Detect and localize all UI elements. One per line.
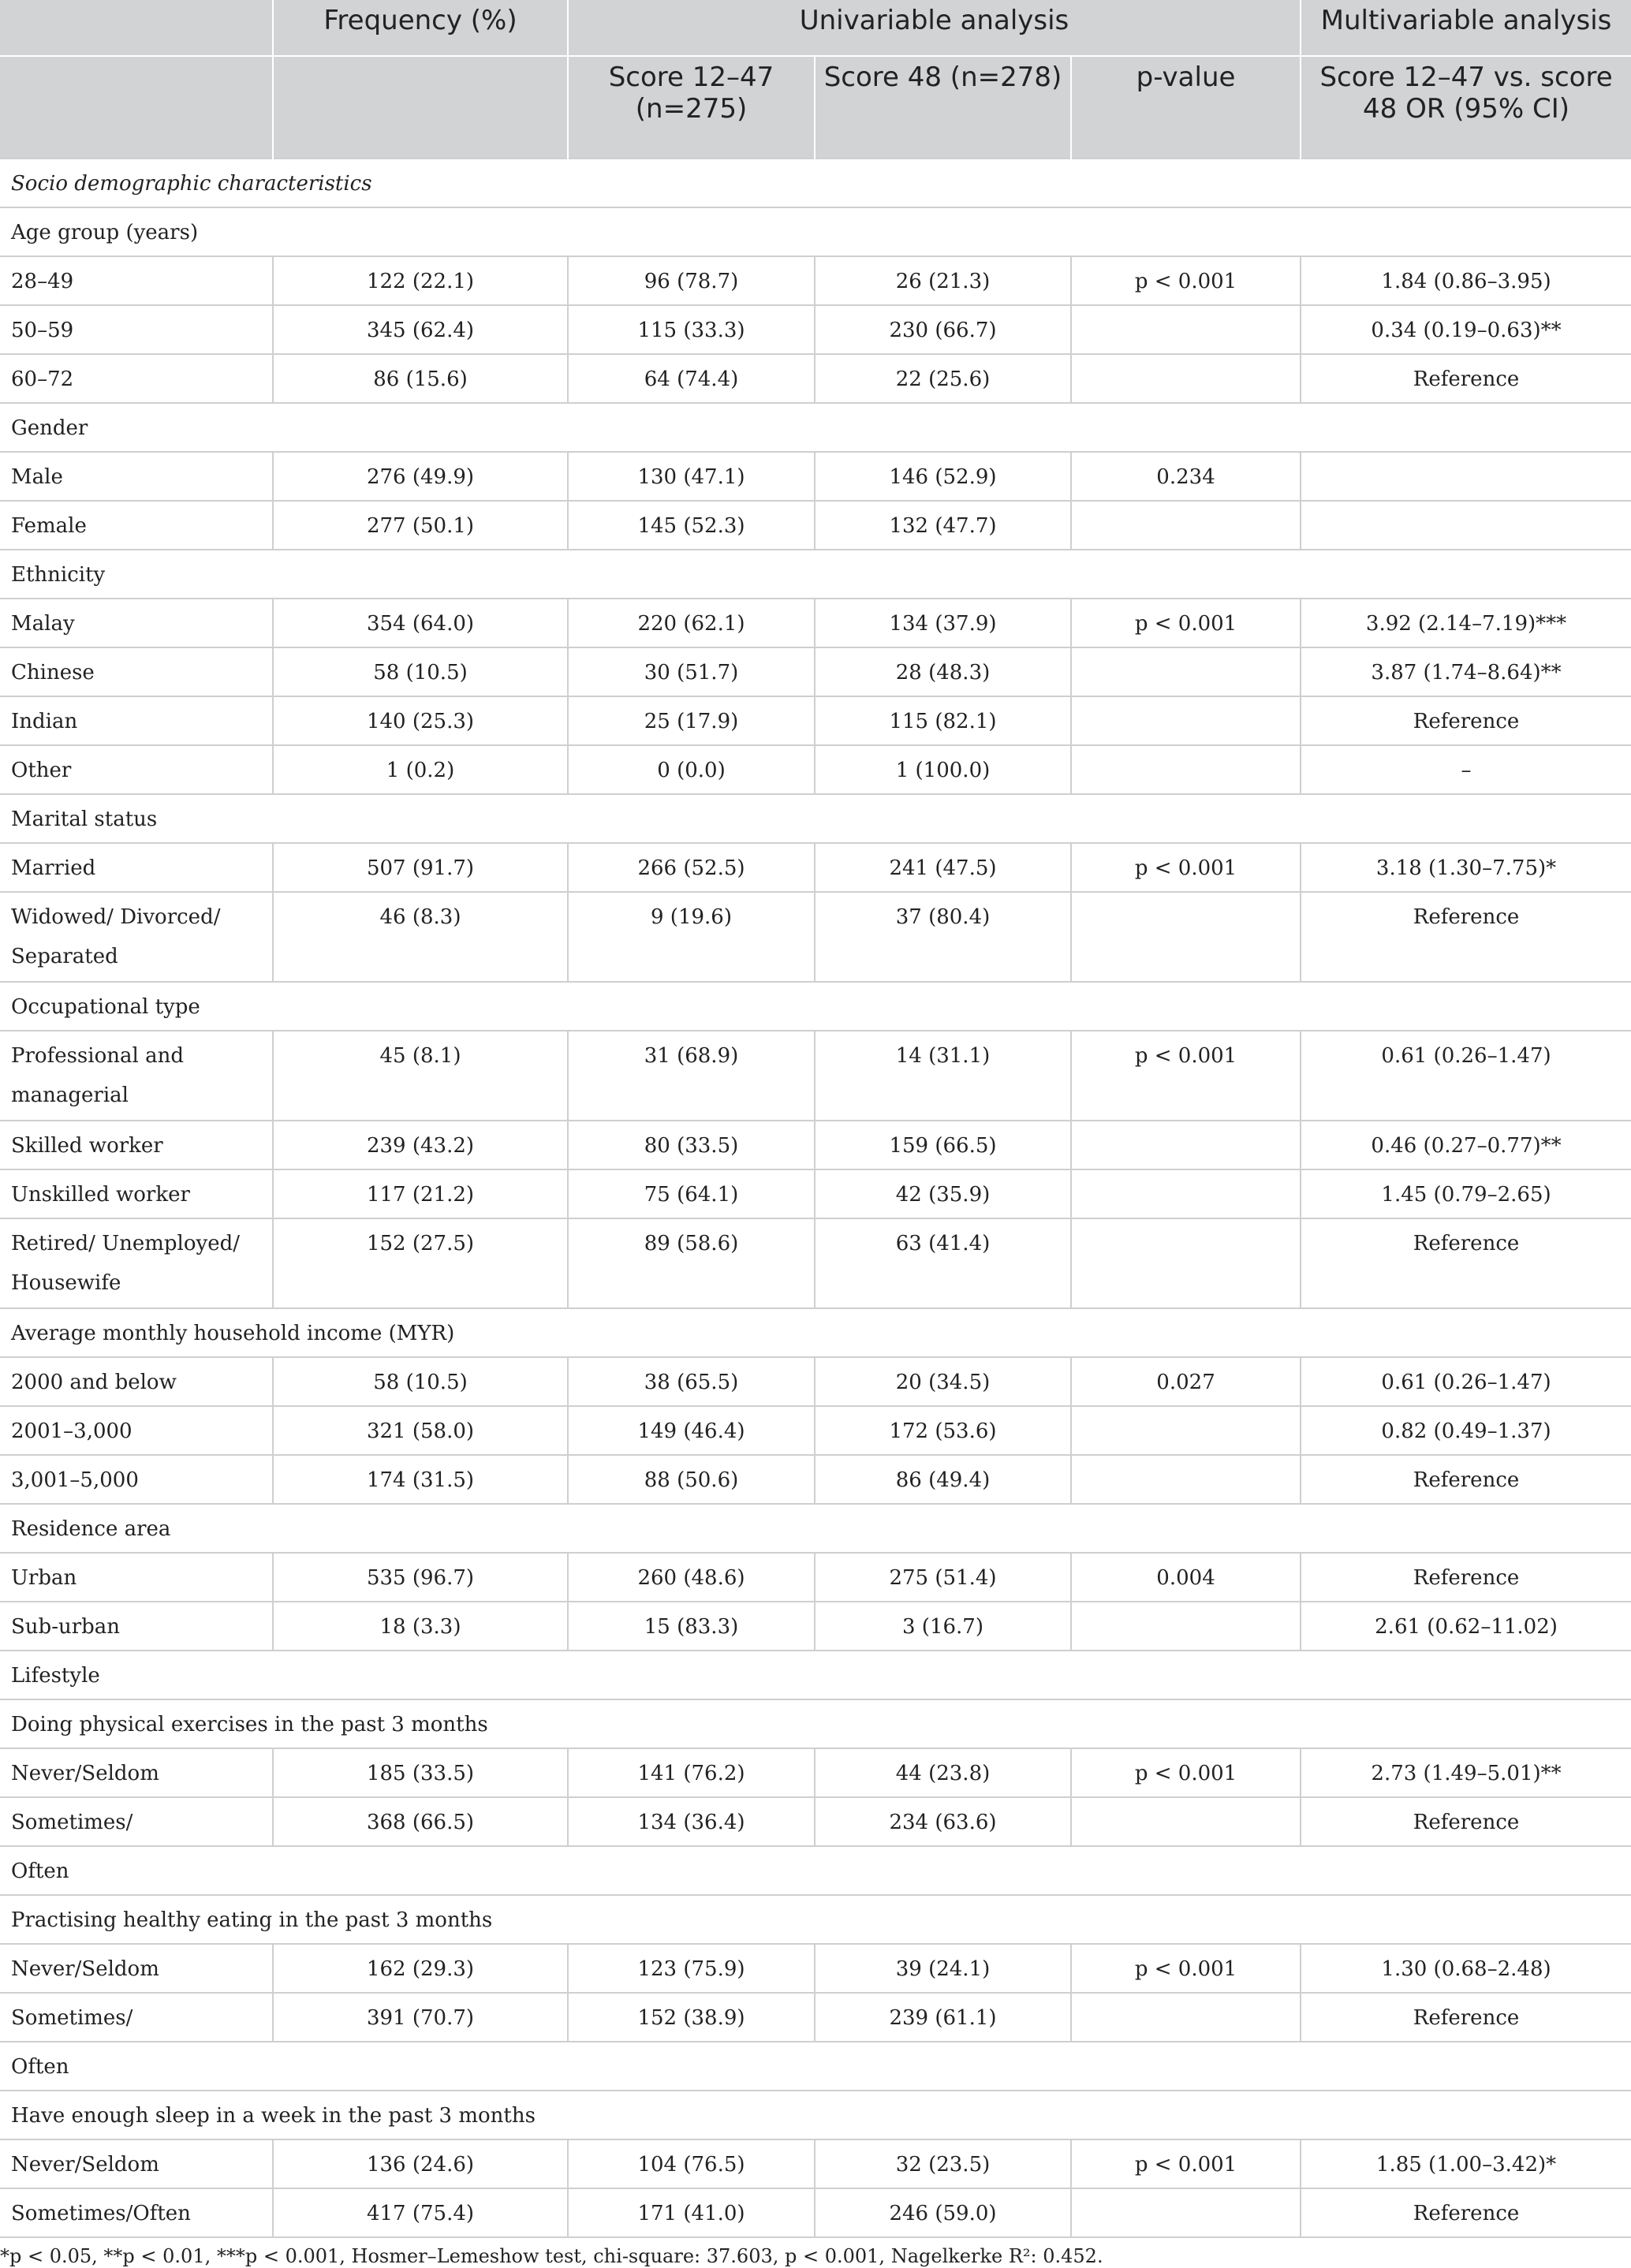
frequency-cell: 46 (8.3) [273,892,568,982]
odds-ratio-cell [1301,452,1631,501]
p-value-cell: p < 0.001 [1071,1944,1301,1993]
table-body [0,159,1631,2237]
section-label: Occupational type [0,982,1631,1031]
row-label: Never/Seldom [0,1748,273,1797]
p-value-cell: p < 0.001 [1071,1748,1301,1797]
score-12-47-cell: 220 (62.1) [568,599,815,647]
frequency-cell: 152 (27.5) [273,1218,568,1308]
frequency-cell: 368 (66.5) [273,1797,568,1846]
frequency-cell: 321 (58.0) [273,1406,568,1455]
table-row [0,1748,1631,1797]
p-value-cell: 0.027 [1071,1357,1301,1406]
subheader-score-12-47: Score 12–47 (n=275) [568,56,815,159]
score-48-cell: 146 (52.9) [815,452,1071,501]
odds-ratio-cell: Reference [1301,892,1631,982]
score-12-47-cell: 96 (78.7) [568,256,815,305]
score-48-cell: 115 (82.1) [815,696,1071,745]
frequency-cell: 391 (70.7) [273,1993,568,2042]
frequency-cell: 417 (75.4) [273,2188,568,2237]
score-12-47-cell: 134 (36.4) [568,1797,815,1846]
score-48-cell: 39 (24.1) [815,1944,1071,1993]
table-row [0,452,1631,501]
row-label: Sub-urban [0,1602,273,1651]
score-12-47-cell: 75 (64.1) [568,1169,815,1218]
p-value-cell: 0.004 [1071,1553,1301,1602]
odds-ratio-cell: – [1301,745,1631,794]
p-value-cell: p < 0.001 [1071,843,1301,892]
p-value-cell [1071,1121,1301,1169]
score-12-47-cell: 104 (76.5) [568,2139,815,2188]
score-48-cell: 14 (31.1) [815,1031,1071,1121]
row-label: Urban [0,1553,273,1602]
section-label: Average monthly household income (MYR) [0,1308,1631,1357]
row-label: 60–72 [0,354,273,403]
score-12-47-cell: 88 (50.6) [568,1455,815,1504]
score-12-47-cell: 123 (75.9) [568,1944,815,1993]
odds-ratio-cell: 0.82 (0.49–1.37) [1301,1406,1631,1455]
odds-ratio-cell: Reference [1301,2188,1631,2237]
score-12-47-cell: 149 (46.4) [568,1406,815,1455]
p-value-cell [1071,354,1301,403]
table-row [0,501,1631,550]
p-value-cell [1071,745,1301,794]
row-label: 3,001–5,000 [0,1455,273,1504]
row-label: Skilled worker [0,1121,273,1169]
row-label: Unskilled worker [0,1169,273,1218]
section-row [0,1504,1631,1553]
row-label: 28–49 [0,256,273,305]
subheader-blank-2 [273,56,568,159]
score-48-cell: 241 (47.5) [815,843,1071,892]
score-12-47-cell: 152 (38.9) [568,1993,815,2042]
table-row [0,1797,1631,1846]
score-48-cell: 32 (23.5) [815,2139,1071,2188]
row-label: 2000 and below [0,1357,273,1406]
section-label: Have enough sleep in a week in the past 3 months [0,2091,1631,2139]
score-12-47-cell: 145 (52.3) [568,501,815,550]
section-row [0,2091,1631,2139]
row-label: Professional and managerial [0,1031,273,1121]
p-value-cell [1071,1169,1301,1218]
table-header [0,0,1631,159]
score-12-47-cell: 89 (58.6) [568,1218,815,1308]
score-12-47-cell: 25 (17.9) [568,696,815,745]
row-label: Indian [0,696,273,745]
header-frequency: Frequency (%) [273,0,568,56]
p-value-cell [1071,1993,1301,2042]
header-blank [0,0,273,56]
odds-ratio-cell: 3.18 (1.30–7.75)* [1301,843,1631,892]
odds-ratio-cell: 0.34 (0.19–0.63)** [1301,305,1631,354]
score-12-47-cell: 38 (65.5) [568,1357,815,1406]
header-row-2 [0,56,1631,159]
score-12-47-cell: 260 (48.6) [568,1553,815,1602]
section-label: Practising healthy eating in the past 3 months [0,1895,1631,1944]
score-48-cell: 134 (37.9) [815,599,1071,647]
subheader-odds-ratio: Score 12–47 vs. score 48 OR (95% CI) [1301,56,1631,159]
score-48-cell: 20 (34.5) [815,1357,1071,1406]
table-row [0,2188,1631,2237]
table-row [0,2139,1631,2188]
subheader-p-value: p-value [1071,56,1301,159]
score-12-47-cell: 80 (33.5) [568,1121,815,1169]
row-label: Sometimes/ [0,1797,273,1846]
table-row [0,1406,1631,1455]
score-48-cell: 230 (66.7) [815,305,1071,354]
table-row [0,1993,1631,2042]
score-48-cell: 37 (80.4) [815,892,1071,982]
score-12-47-cell: 31 (68.9) [568,1031,815,1121]
table-footnote: *p < 0.05, **p < 0.01, ***p < 0.001, Hosmer–Lemeshow test, chi-square: 37.603, p < 0.001, Nagelkerke R²: 0.452. [0,2245,1103,2267]
frequency-cell: 276 (49.9) [273,452,568,501]
row-label: Widowed/ Divorced/ Separated [0,892,273,982]
odds-ratio-cell: 1.84 (0.86–3.95) [1301,256,1631,305]
score-48-cell: 246 (59.0) [815,2188,1071,2237]
score-48-cell: 172 (53.6) [815,1406,1071,1455]
odds-ratio-cell: 1.85 (1.00–3.42)* [1301,2139,1631,2188]
table-row [0,305,1631,354]
section-row [0,1308,1631,1357]
frequency-cell: 1 (0.2) [273,745,568,794]
subheader-blank-1 [0,56,273,159]
odds-ratio-cell: Reference [1301,1218,1631,1308]
table-row [0,599,1631,647]
score-12-47-cell: 64 (74.4) [568,354,815,403]
section-row [0,794,1631,843]
p-value-cell [1071,501,1301,550]
subheader-score-48: Score 48 (n=278) [815,56,1071,159]
frequency-cell: 277 (50.1) [273,501,568,550]
section-row [0,159,1631,207]
score-12-47-cell: 266 (52.5) [568,843,815,892]
section-label: Often [0,2042,1631,2091]
score-48-cell: 132 (47.7) [815,501,1071,550]
table-row [0,354,1631,403]
frequency-cell: 174 (31.5) [273,1455,568,1504]
table-row [0,1121,1631,1169]
frequency-cell: 140 (25.3) [273,696,568,745]
table-row [0,1218,1631,1308]
p-value-cell: p < 0.001 [1071,599,1301,647]
section-row [0,207,1631,256]
p-value-cell [1071,1406,1301,1455]
table-row [0,1031,1631,1121]
score-48-cell: 42 (35.9) [815,1169,1071,1218]
score-12-47-cell: 9 (19.6) [568,892,815,982]
table-row [0,1944,1631,1993]
section-label: Marital status [0,794,1631,843]
row-label: Sometimes/Often [0,2188,273,2237]
section-label: Residence area [0,1504,1631,1553]
score-12-47-cell: 115 (33.3) [568,305,815,354]
score-12-47-cell: 15 (83.3) [568,1602,815,1651]
odds-ratio-cell: 2.61 (0.62–11.02) [1301,1602,1631,1651]
odds-ratio-cell [1301,501,1631,550]
frequency-cell: 122 (22.1) [273,256,568,305]
p-value-cell [1071,892,1301,982]
section-row [0,982,1631,1031]
table-row [0,647,1631,696]
section-label: Often [0,1846,1631,1895]
frequency-cell: 18 (3.3) [273,1602,568,1651]
p-value-cell [1071,1602,1301,1651]
frequency-cell: 162 (29.3) [273,1944,568,1993]
p-value-cell [1071,647,1301,696]
row-label: Malay [0,599,273,647]
p-value-cell: p < 0.001 [1071,256,1301,305]
odds-ratio-cell: Reference [1301,1993,1631,2042]
score-12-47-cell: 141 (76.2) [568,1748,815,1797]
section-row [0,403,1631,452]
score-48-cell: 86 (49.4) [815,1455,1071,1504]
header-multivariable: Multivariable analysis [1301,0,1631,56]
table-row [0,745,1631,794]
row-label: 50–59 [0,305,273,354]
odds-ratio-cell: 3.87 (1.74–8.64)** [1301,647,1631,696]
section-row [0,1895,1631,1944]
score-48-cell: 234 (63.6) [815,1797,1071,1846]
table-row [0,1169,1631,1218]
table-row [0,892,1631,982]
frequency-cell: 507 (91.7) [273,843,568,892]
table-row [0,1602,1631,1651]
score-48-cell: 22 (25.6) [815,354,1071,403]
p-value-cell [1071,696,1301,745]
frequency-cell: 136 (24.6) [273,2139,568,2188]
odds-ratio-cell: Reference [1301,696,1631,745]
table-row [0,1357,1631,1406]
section-row [0,1651,1631,1699]
odds-ratio-cell: 2.73 (1.49–5.01)** [1301,1748,1631,1797]
odds-ratio-cell: Reference [1301,1455,1631,1504]
p-value-cell [1071,305,1301,354]
score-48-cell: 63 (41.4) [815,1218,1071,1308]
row-label: Never/Seldom [0,1944,273,1993]
frequency-cell: 86 (15.6) [273,354,568,403]
score-12-47-cell: 130 (47.1) [568,452,815,501]
frequency-cell: 535 (96.7) [273,1553,568,1602]
odds-ratio-cell: 1.30 (0.68–2.48) [1301,1944,1631,1993]
row-label: Other [0,745,273,794]
odds-ratio-cell: 0.61 (0.26–1.47) [1301,1031,1631,1121]
row-label: Married [0,843,273,892]
section-label: Gender [0,403,1631,452]
row-label: 2001–3,000 [0,1406,273,1455]
score-48-cell: 1 (100.0) [815,745,1071,794]
score-12-47-cell: 30 (51.7) [568,647,815,696]
p-value-cell [1071,1797,1301,1846]
score-48-cell: 275 (51.4) [815,1553,1071,1602]
section-label: Socio demographic characteristics [0,159,1631,207]
p-value-cell [1071,2188,1301,2237]
score-48-cell: 26 (21.3) [815,256,1071,305]
odds-ratio-cell: 0.61 (0.26–1.47) [1301,1357,1631,1406]
table-row [0,696,1631,745]
p-value-cell: p < 0.001 [1071,1031,1301,1121]
frequency-cell: 58 (10.5) [273,647,568,696]
odds-ratio-cell: 1.45 (0.79–2.65) [1301,1169,1631,1218]
table-row [0,1553,1631,1602]
score-48-cell: 159 (66.5) [815,1121,1071,1169]
row-label: Male [0,452,273,501]
p-value-cell: 0.234 [1071,452,1301,501]
frequency-cell: 345 (62.4) [273,305,568,354]
table-row [0,1455,1631,1504]
frequency-cell: 58 (10.5) [273,1357,568,1406]
table-row [0,843,1631,892]
section-label: Age group (years) [0,207,1631,256]
p-value-cell [1071,1218,1301,1308]
row-label: Never/Seldom [0,2139,273,2188]
header-univariable: Univariable analysis [568,0,1301,56]
section-row [0,1846,1631,1895]
odds-ratio-cell: 0.46 (0.27–0.77)** [1301,1121,1631,1169]
header-row-1 [0,0,1631,56]
row-label: Sometimes/ [0,1993,273,2042]
section-label: Ethnicity [0,550,1631,599]
score-48-cell: 3 (16.7) [815,1602,1071,1651]
frequency-cell: 185 (33.5) [273,1748,568,1797]
score-48-cell: 239 (61.1) [815,1993,1071,2042]
row-label: Female [0,501,273,550]
frequency-cell: 45 (8.1) [273,1031,568,1121]
p-value-cell [1071,1455,1301,1504]
score-48-cell: 44 (23.8) [815,1748,1071,1797]
frequency-cell: 354 (64.0) [273,599,568,647]
score-12-47-cell: 0 (0.0) [568,745,815,794]
section-label: Doing physical exercises in the past 3 months [0,1699,1631,1748]
odds-ratio-cell: Reference [1301,1553,1631,1602]
odds-ratio-cell: Reference [1301,1797,1631,1846]
section-row [0,550,1631,599]
score-48-cell: 28 (48.3) [815,647,1071,696]
section-row [0,2042,1631,2091]
p-value-cell: p < 0.001 [1071,2139,1301,2188]
section-row [0,1699,1631,1748]
table-row [0,256,1631,305]
frequency-cell: 117 (21.2) [273,1169,568,1218]
odds-ratio-cell: 3.92 (2.14–7.19)*** [1301,599,1631,647]
row-label: Retired/ Unemployed/ Housewife [0,1218,273,1308]
section-label: Lifestyle [0,1651,1631,1699]
odds-ratio-cell: Reference [1301,354,1631,403]
score-12-47-cell: 171 (41.0) [568,2188,815,2237]
row-label: Chinese [0,647,273,696]
frequency-cell: 239 (43.2) [273,1121,568,1169]
